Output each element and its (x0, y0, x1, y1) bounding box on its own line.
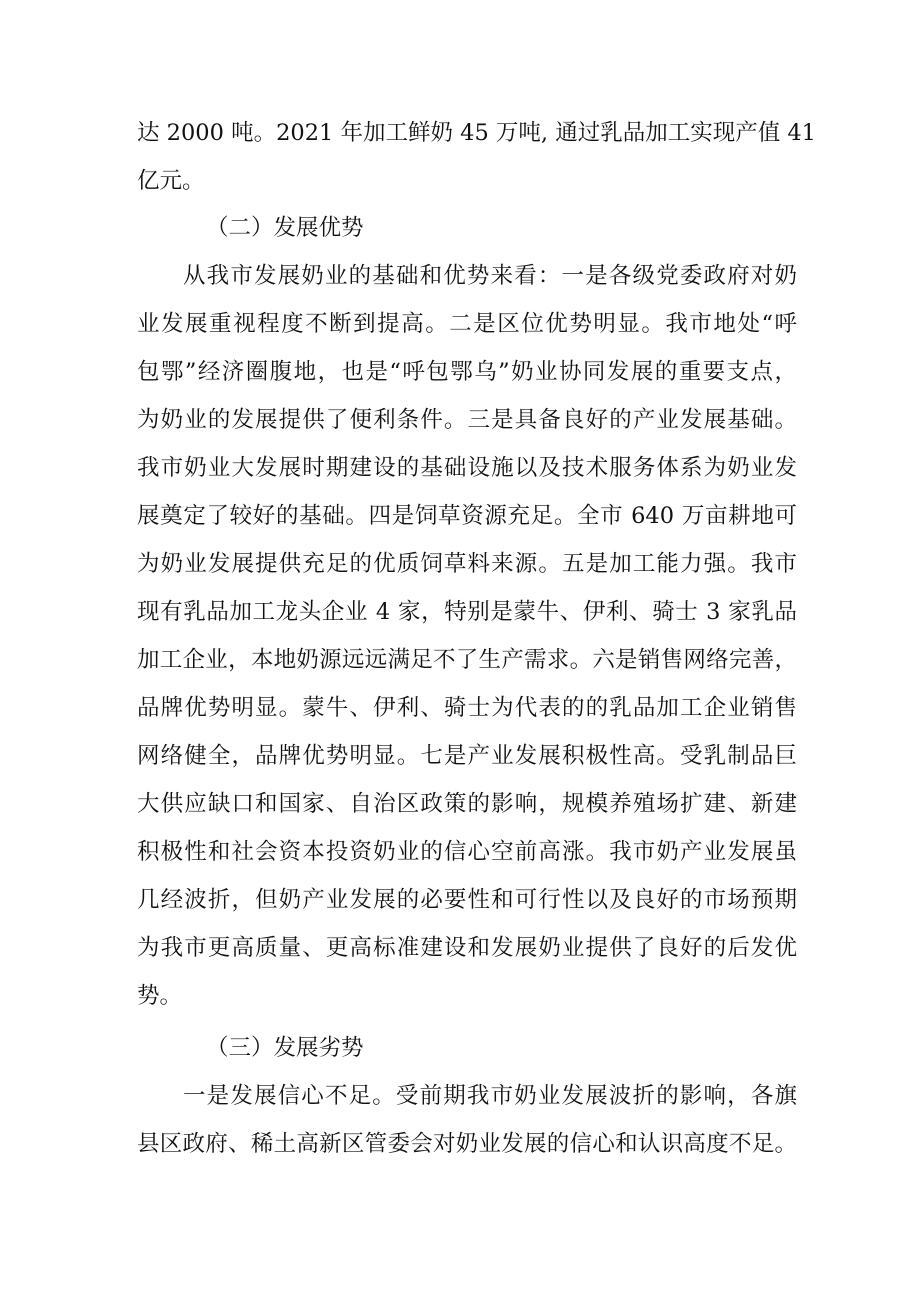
text-line: 几经波折，但奶产业发展的必要性和可行性以及良好的市场预期 (137, 887, 797, 913)
text-line: 业发展重视程度不断到提高。二是区位优势明显。我市地处“呼 (137, 311, 797, 337)
text-line: 势。 (137, 983, 183, 1009)
text-line: 网络健全，品牌优势明显。七是产业发展积极性高。受乳制品巨 (137, 743, 797, 769)
text-line: 大供应缺口和国家、自治区政策的影响，规模养殖场扩建、新建 (137, 791, 797, 817)
text-line: 从我市发展奶业的基础和优势来看：一是各级党委政府对奶 (183, 263, 797, 289)
section-heading: （二）发展优势 (206, 215, 364, 241)
text-line: 加工企业，本地奶源远远满足不了生产需求。六是销售网络完善， (137, 647, 797, 673)
text-line: 亿元。 (137, 168, 205, 194)
text-line: 达 2000 吨。2021 年加工鲜奶 45 万吨, 通过乳品加工实现产值 41 (137, 120, 816, 146)
text-line: 品牌优势明显。蒙牛、伊利、骑士为代表的的乳品加工企业销售 (137, 695, 797, 721)
text-line: 包鄂”经济圈腹地，也是“呼包鄂乌”奶业协同发展的重要支点， (137, 359, 797, 385)
text-line: 我市奶业大发展时期建设的基础设施以及技术服务体系为奶业发 (137, 455, 797, 481)
text-line: 积极性和社会资本投资奶业的信心空前高涨。我市奶产业发展虽 (137, 839, 797, 865)
text-line: 为奶业发展提供充足的优质饲草料来源。五是加工能力强。我市 (137, 551, 797, 577)
text-line: 为奶业的发展提供了便利条件。三是具备良好的产业发展基础。 (137, 407, 797, 433)
section-heading: （三）发展劣势 (206, 1035, 364, 1061)
text-line: 现有乳品加工龙头企业 4 家，特别是蒙牛、伊利、骑士 3 家乳品 (137, 599, 797, 625)
text-line: 县区政府、稀土高新区管委会对奶业发展的信心和认识高度不足。 (137, 1131, 797, 1157)
text-line: 展奠定了较好的基础。四是饲草资源充足。全市 640 万亩耕地可 (137, 503, 797, 529)
text-line: 为我市更高质量、更高标准建设和发展奶业提供了良好的后发优 (137, 935, 797, 961)
text-line: 一是发展信心不足。受前期我市奶业发展波折的影响，各旗 (183, 1083, 797, 1109)
